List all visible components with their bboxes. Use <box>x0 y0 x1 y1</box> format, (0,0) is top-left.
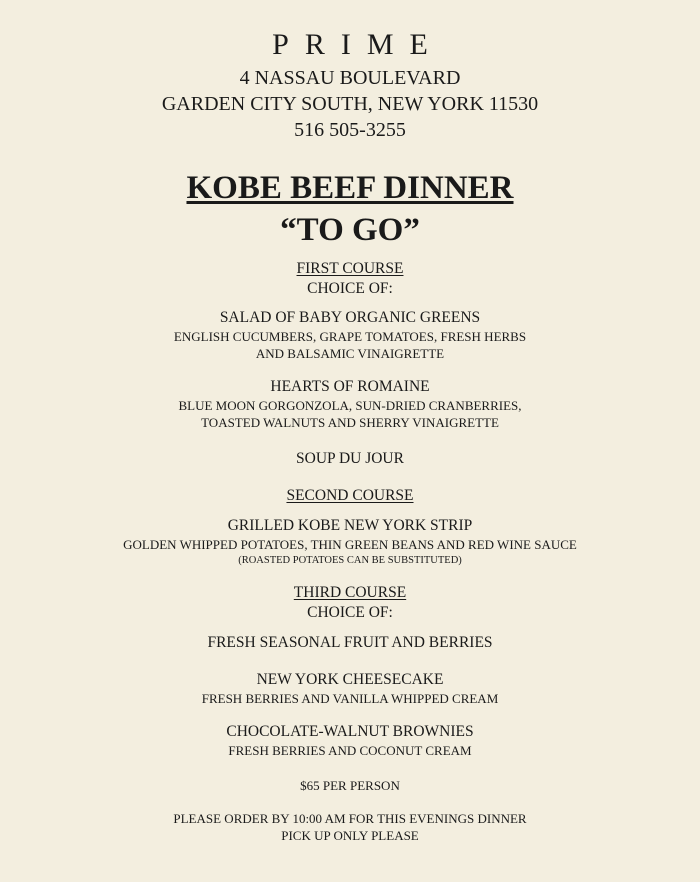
menu-item-name: SALAD OF BABY ORGANIC GREENS <box>219 309 481 326</box>
menu-item-description: ENGLISH CUCUMBERS, GRAPE TOMATOES, FRESH HERBS <box>173 329 527 344</box>
menu-item-name: CHOCOLATE-WALNUT BROWNIES <box>226 723 474 740</box>
first-course-heading: FIRST COURSE <box>296 260 404 277</box>
menu-item-name: NEW YORK CHEESECAKE <box>256 671 444 688</box>
address-line-2: GARDEN CITY SOUTH, NEW YORK 11530 <box>161 93 539 115</box>
third-course-choice: CHOICE OF: <box>307 604 393 621</box>
third-course-heading: THIRD COURSE <box>293 584 407 601</box>
menu-title: KOBE BEEF DINNER <box>186 170 514 206</box>
menu-item-description: BLUE MOON GORGONZOLA, SUN-DRIED CRANBERRIES, <box>178 398 522 413</box>
menu-item-description: AND BALSAMIC VINAIGRETTE <box>255 346 445 361</box>
menu-item-name: FRESH SEASONAL FRUIT AND BERRIES <box>207 634 493 651</box>
phone-number: 516 505-3255 <box>294 119 406 141</box>
menu-item-description: GOLDEN WHIPPED POTATOES, THIN GREEN BEANS AND RED WINE SAUCE <box>123 537 577 552</box>
menu-item-name: SOUP DU JOUR <box>296 450 404 467</box>
second-course-heading: SECOND COURSE <box>286 487 414 504</box>
price: $65 PER PERSON <box>300 778 400 793</box>
address-line-1: 4 NASSAU BOULEVARD <box>239 67 461 89</box>
menu-item-description: FRESH BERRIES AND VANILLA WHIPPED CREAM <box>201 691 499 706</box>
pickup-note: PICK UP ONLY PLEASE <box>281 828 419 843</box>
menu-subtitle: “TO GO” <box>280 212 420 248</box>
menu-item-description: TOASTED WALNUTS AND SHERRY VINAIGRETTE <box>201 415 499 430</box>
first-course-choice: CHOICE OF: <box>307 280 393 297</box>
menu-item-description: FRESH BERRIES AND COCONUT CREAM <box>228 743 472 758</box>
menu-item-name: HEARTS OF ROMAINE <box>270 378 430 395</box>
order-note: PLEASE ORDER BY 10:00 AM FOR THIS EVENINGS DINNER <box>173 811 527 826</box>
restaurant-name: PRIME <box>272 28 444 61</box>
menu-item-name: GRILLED KOBE NEW YORK STRIP <box>227 517 473 534</box>
menu-item-note: (ROASTED POTATOES CAN BE SUBSTITUTED) <box>238 555 462 566</box>
